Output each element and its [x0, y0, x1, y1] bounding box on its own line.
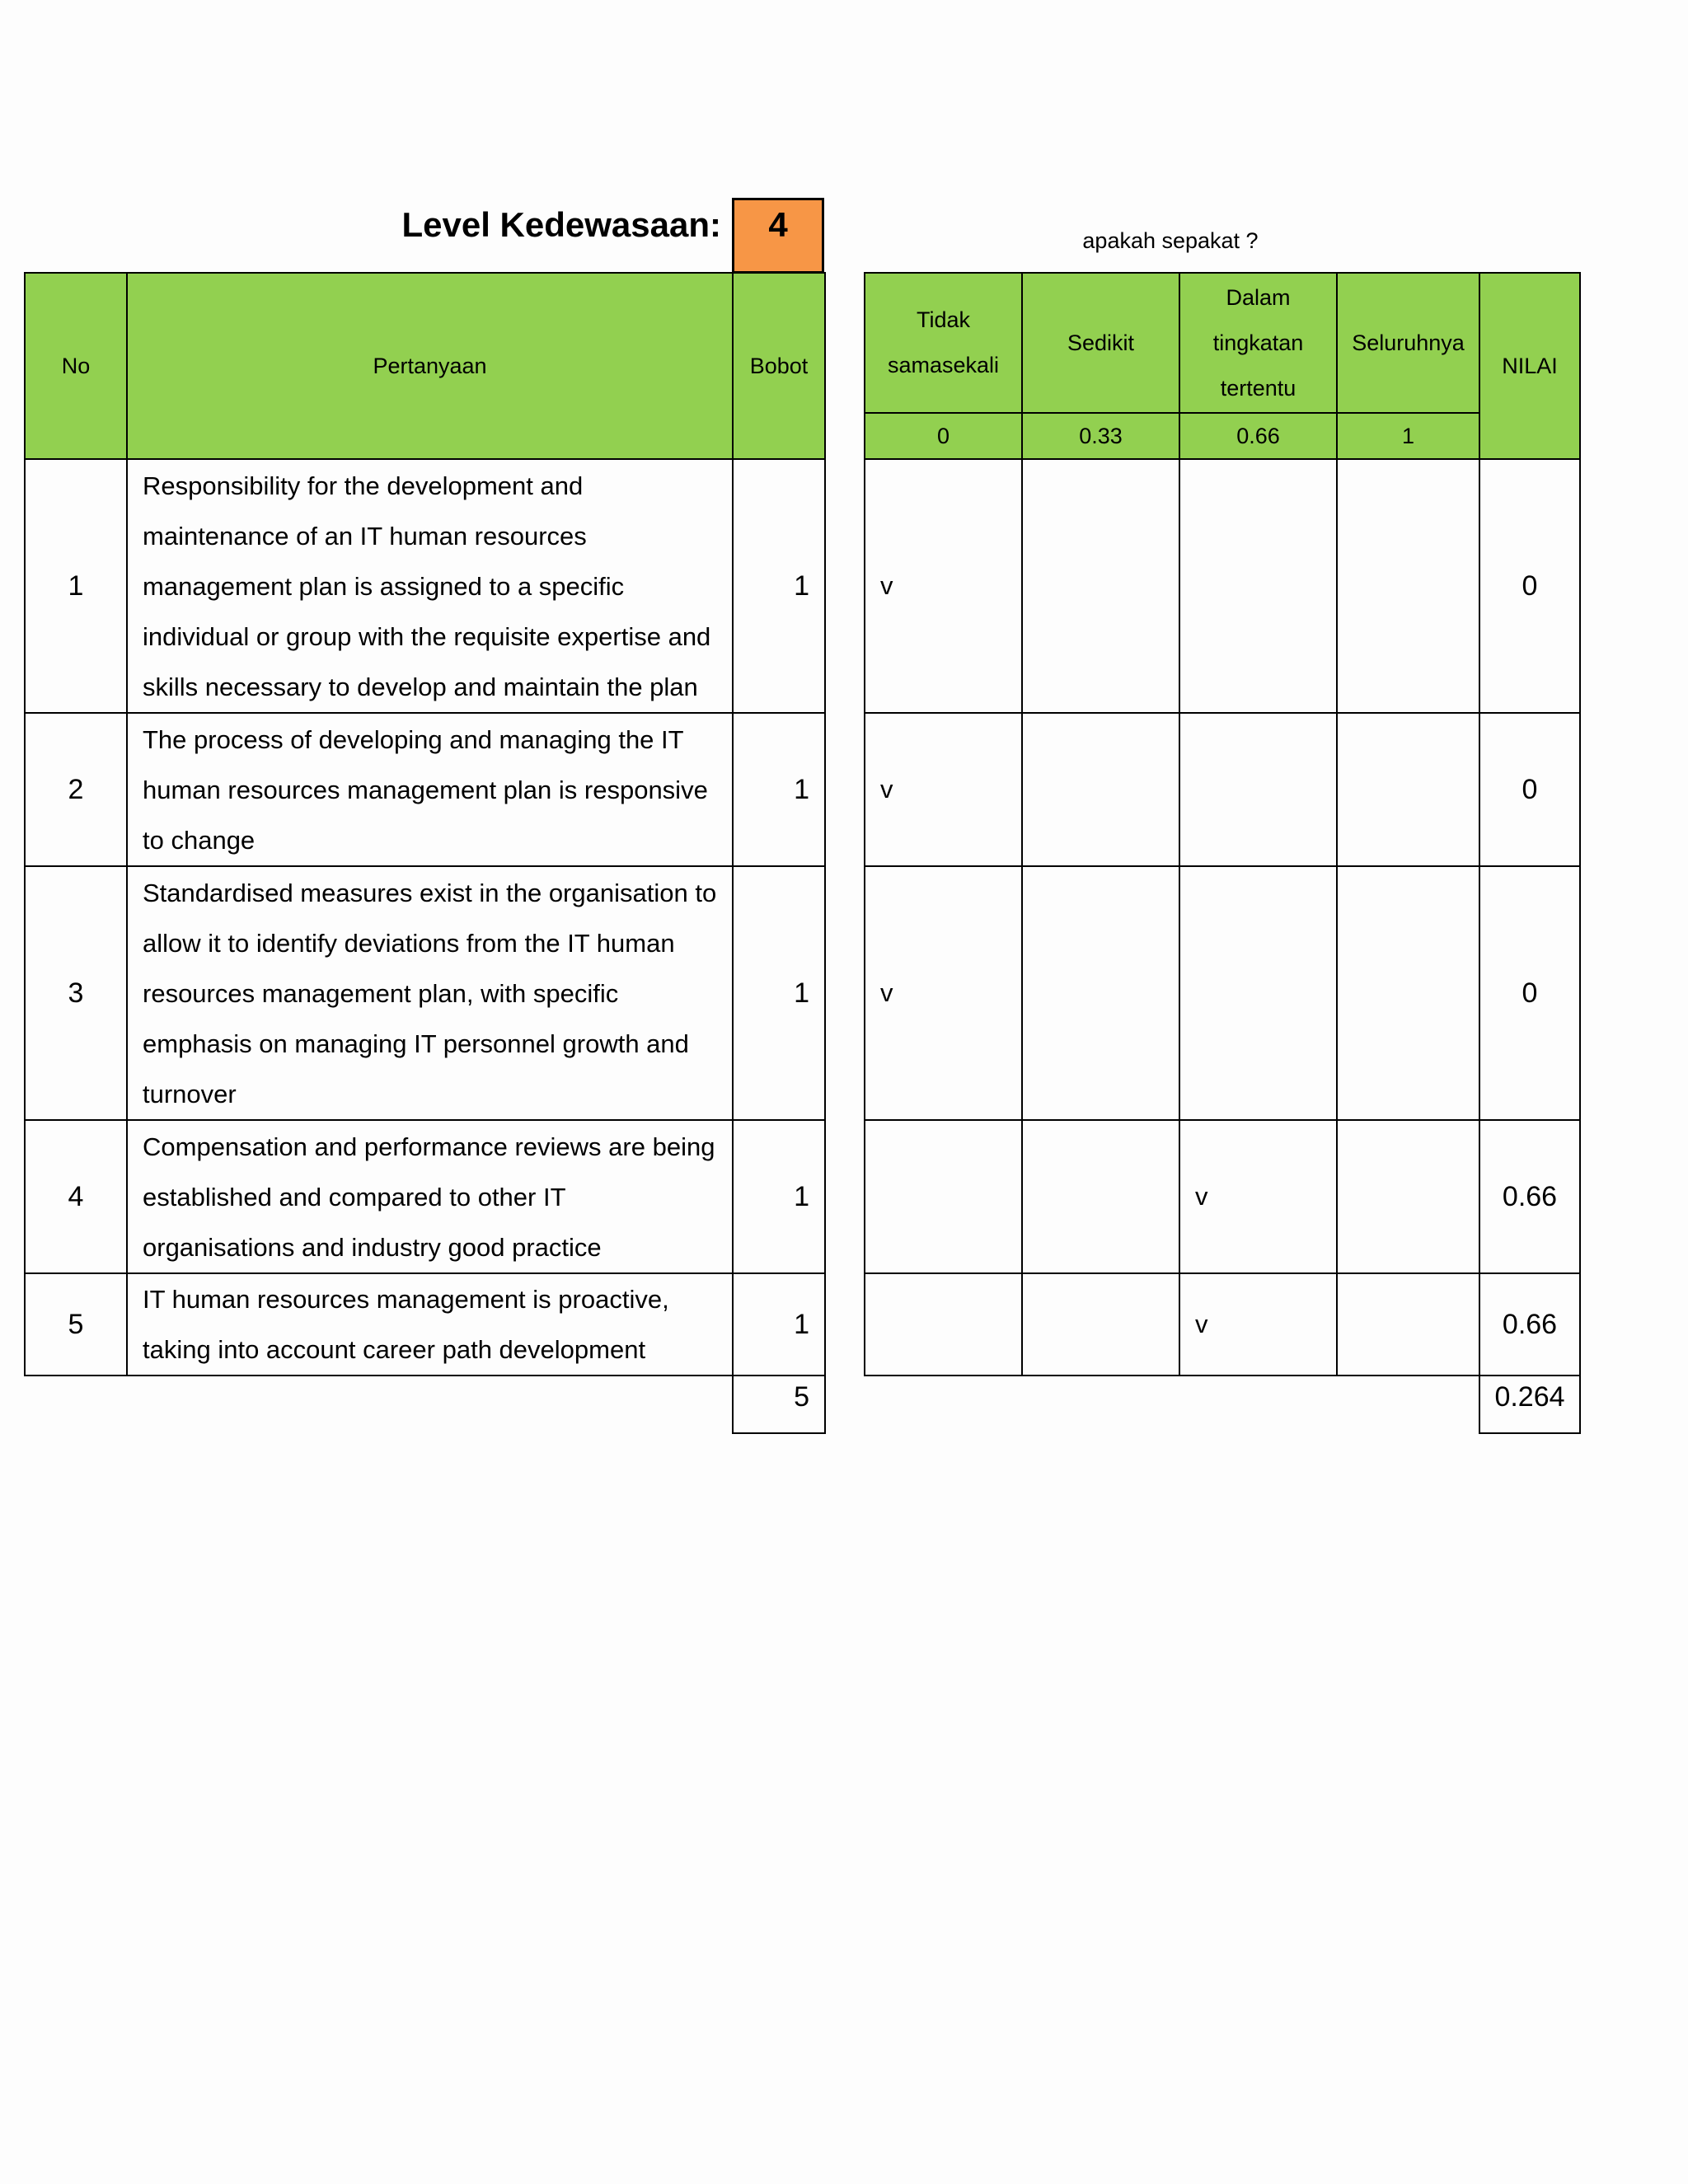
check-mark	[1022, 1273, 1179, 1376]
row-value: 0	[1479, 459, 1580, 713]
check-mark	[1337, 866, 1479, 1120]
table-row	[25, 1120, 825, 1273]
check-mark	[1022, 459, 1179, 713]
table-row	[25, 866, 825, 1120]
check-mark	[865, 1273, 1022, 1376]
maturity-level-value: 4	[732, 198, 824, 274]
check-mark: v	[865, 459, 1022, 713]
check-mark	[1179, 459, 1337, 713]
questions-table	[24, 272, 826, 1434]
check-mark	[1337, 1273, 1479, 1376]
row-value: 0.66	[1479, 1120, 1580, 1273]
header-weight: Bobot	[733, 273, 825, 459]
score-to-some-extent: 0.66	[1179, 413, 1337, 459]
check-mark: v	[865, 866, 1022, 1120]
row-value: 0	[1479, 713, 1580, 866]
option-slightly: Sedikit	[1022, 273, 1179, 413]
check-mark	[1337, 1120, 1479, 1273]
check-mark: v	[865, 713, 1022, 866]
check-mark: v	[1179, 1120, 1337, 1273]
check-mark: v	[1179, 1273, 1337, 1376]
answers-table	[864, 272, 1581, 1434]
check-mark	[1337, 713, 1479, 866]
row-weight: 1	[733, 1120, 825, 1273]
question-text: Responsibility for the development and maintenance of an IT human resources management plan is assigned to a specific individual or group with the requisite expertise and skills necessary to develop and maintain the plan	[127, 459, 733, 713]
check-mark	[865, 1120, 1022, 1273]
row-number: 4	[25, 1120, 127, 1273]
total-value: 0.264	[1479, 1376, 1580, 1433]
check-mark	[1179, 866, 1337, 1120]
row-number: 1	[25, 459, 127, 713]
table-row	[25, 713, 825, 866]
row-weight: 1	[733, 866, 825, 1120]
check-mark	[1179, 713, 1337, 866]
table-row	[865, 1120, 1580, 1273]
row-weight: 1	[733, 459, 825, 713]
question-text: IT human resources management is proactive, taking into account career path development	[127, 1273, 733, 1376]
table-row	[25, 459, 825, 713]
check-mark	[1022, 713, 1179, 866]
header-value: NILAI	[1479, 273, 1580, 459]
question-text: Compensation and performance reviews are being established and compared to other IT organisations and industry good practice	[127, 1120, 733, 1273]
table-row	[25, 1273, 825, 1376]
row-weight: 1	[733, 1273, 825, 1376]
row-number: 2	[25, 713, 127, 866]
option-to-some-extent: Dalam tingkatan tertentu	[1179, 273, 1337, 413]
question-text: Standardised measures exist in the organisation to allow it to identify deviations from the IT human resources management plan, with specific emphasis on managing IT personnel growth and turnover	[127, 866, 733, 1120]
table-row	[865, 713, 1580, 866]
check-mark	[1022, 1120, 1179, 1273]
row-number: 3	[25, 866, 127, 1120]
row-value: 0	[1479, 866, 1580, 1120]
header-question: Pertanyaan	[127, 273, 733, 459]
option-completely: Seluruhnya	[1337, 273, 1479, 413]
table-row	[865, 866, 1580, 1120]
row-value: 0.66	[1479, 1273, 1580, 1376]
table-row	[865, 459, 1580, 713]
table-row	[865, 1273, 1580, 1376]
maturity-level-title: Level Kedewasaan:	[401, 205, 721, 244]
option-not-at-all: Tidak samasekali	[865, 273, 1022, 413]
header-no: No	[25, 273, 127, 459]
row-weight: 1	[733, 713, 825, 866]
question-text: The process of developing and managing the IT human resources management plan is responsive to change	[127, 713, 733, 866]
score-not-at-all: 0	[865, 413, 1022, 459]
check-mark	[1022, 866, 1179, 1120]
score-completely: 1	[1337, 413, 1479, 459]
total-weight: 5	[733, 1376, 825, 1433]
agreement-question-label: apakah sepakat ?	[1082, 228, 1259, 253]
row-number: 5	[25, 1273, 127, 1376]
check-mark	[1337, 459, 1479, 713]
score-slightly: 0.33	[1022, 413, 1179, 459]
